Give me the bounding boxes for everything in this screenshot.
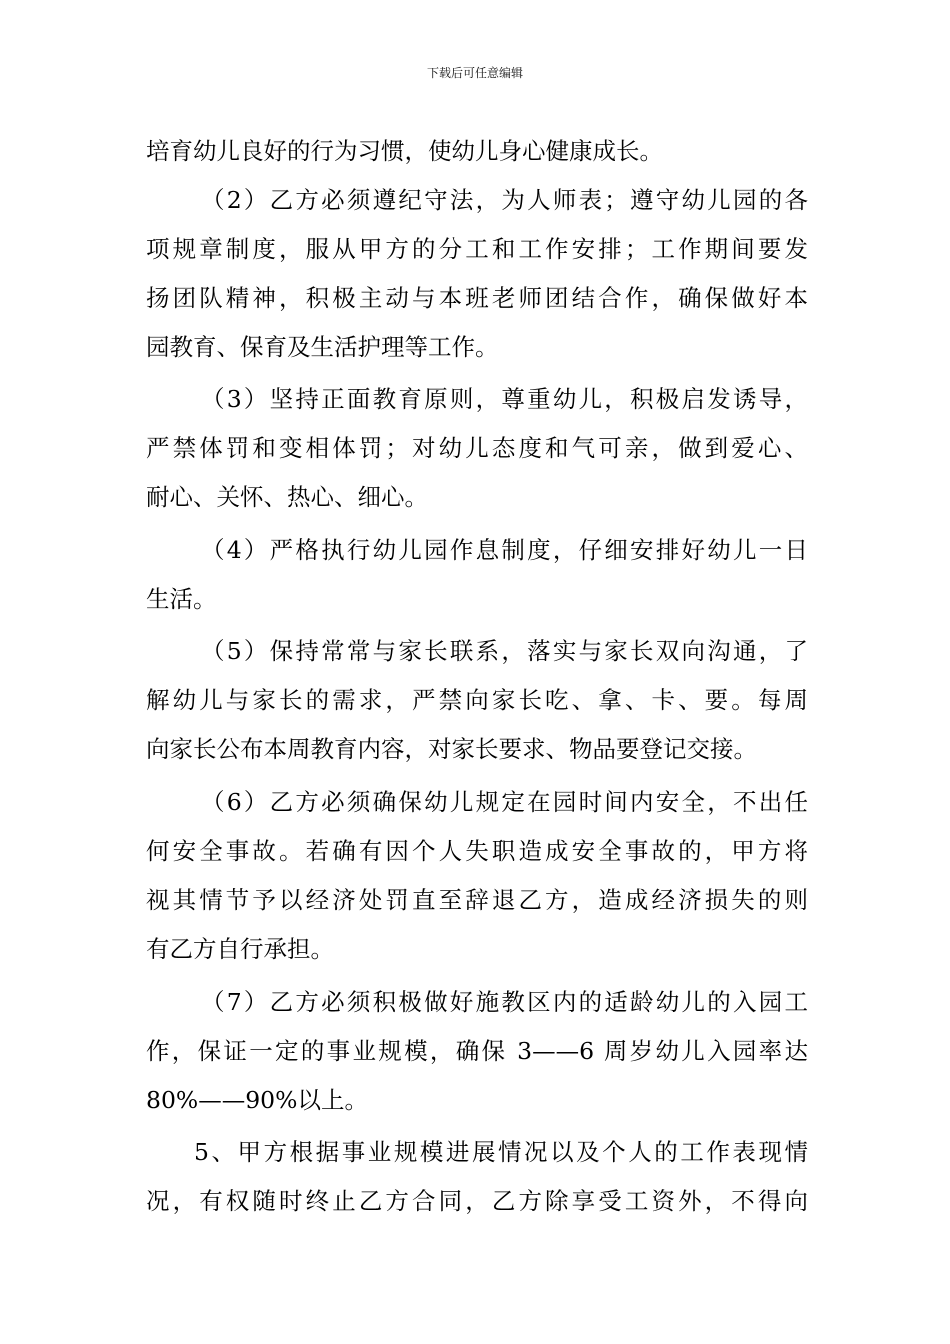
page-header: 下载后可任意编辑 bbox=[426, 66, 523, 80]
text-line: 80%——90%以上。 bbox=[146, 1086, 368, 1114]
text-line: （5）保持常常与家长联系，落实与家长双向沟通，了 bbox=[201, 637, 808, 665]
text-line: 何安全事故。若确有因个人失职造成安全事故的，甲方将 bbox=[146, 837, 808, 865]
text-line: 严禁体罚和变相体罚；对幼儿态度和气可亲，做到爱心、 bbox=[146, 434, 808, 462]
text-line: 培育幼儿良好的行为习惯，使幼儿身心健康成长。 bbox=[146, 137, 663, 165]
text-line: 向家长公布本周教育内容，对家长要求、物品要登记交接。 bbox=[146, 735, 757, 763]
text-line: 有乙方自行承担。 bbox=[146, 935, 334, 963]
text-line: 况，有权随时终止乙方合同，乙方除享受工资外，不得向 bbox=[146, 1187, 808, 1215]
text-line: （7）乙方必须积极做好施教区内的适龄幼儿的入园工 bbox=[201, 988, 808, 1016]
text-line: 扬团队精神，积极主动与本班老师团结合作，确保做好本 bbox=[146, 284, 808, 312]
text-line: 作，保证一定的事业规模，确保 3——6 周岁幼儿入园率达 bbox=[146, 1037, 808, 1065]
text-line: 项规章制度，服从甲方的分工和工作安排；工作期间要发 bbox=[146, 235, 808, 263]
text-line: （6）乙方必须确保幼儿规定在园时间内安全，不出任 bbox=[201, 788, 808, 816]
text-line: （3）坚持正面教育原则，尊重幼儿，积极启发诱导， bbox=[201, 385, 808, 413]
text-line: 5、甲方根据事业规模进展情况以及个人的工作表现情 bbox=[194, 1138, 808, 1166]
text-line: 解幼儿与家长的需求，严禁向家长吃、拿、卡、要。每周 bbox=[146, 686, 808, 714]
text-line: （2）乙方必须遵纪守法，为人师表；遵守幼儿园的各 bbox=[201, 186, 808, 214]
text-line: （4）严格执行幼儿园作息制度，仔细安排好幼儿一日 bbox=[201, 536, 808, 564]
text-line: 视其情节予以经济处罚直至辞退乙方，造成经济损失的则 bbox=[146, 886, 808, 914]
text-line: 耐心、关怀、热心、细心。 bbox=[146, 483, 428, 511]
text-line: 生活。 bbox=[146, 585, 217, 613]
text-line: 园教育、保育及生活护理等工作。 bbox=[146, 333, 499, 361]
